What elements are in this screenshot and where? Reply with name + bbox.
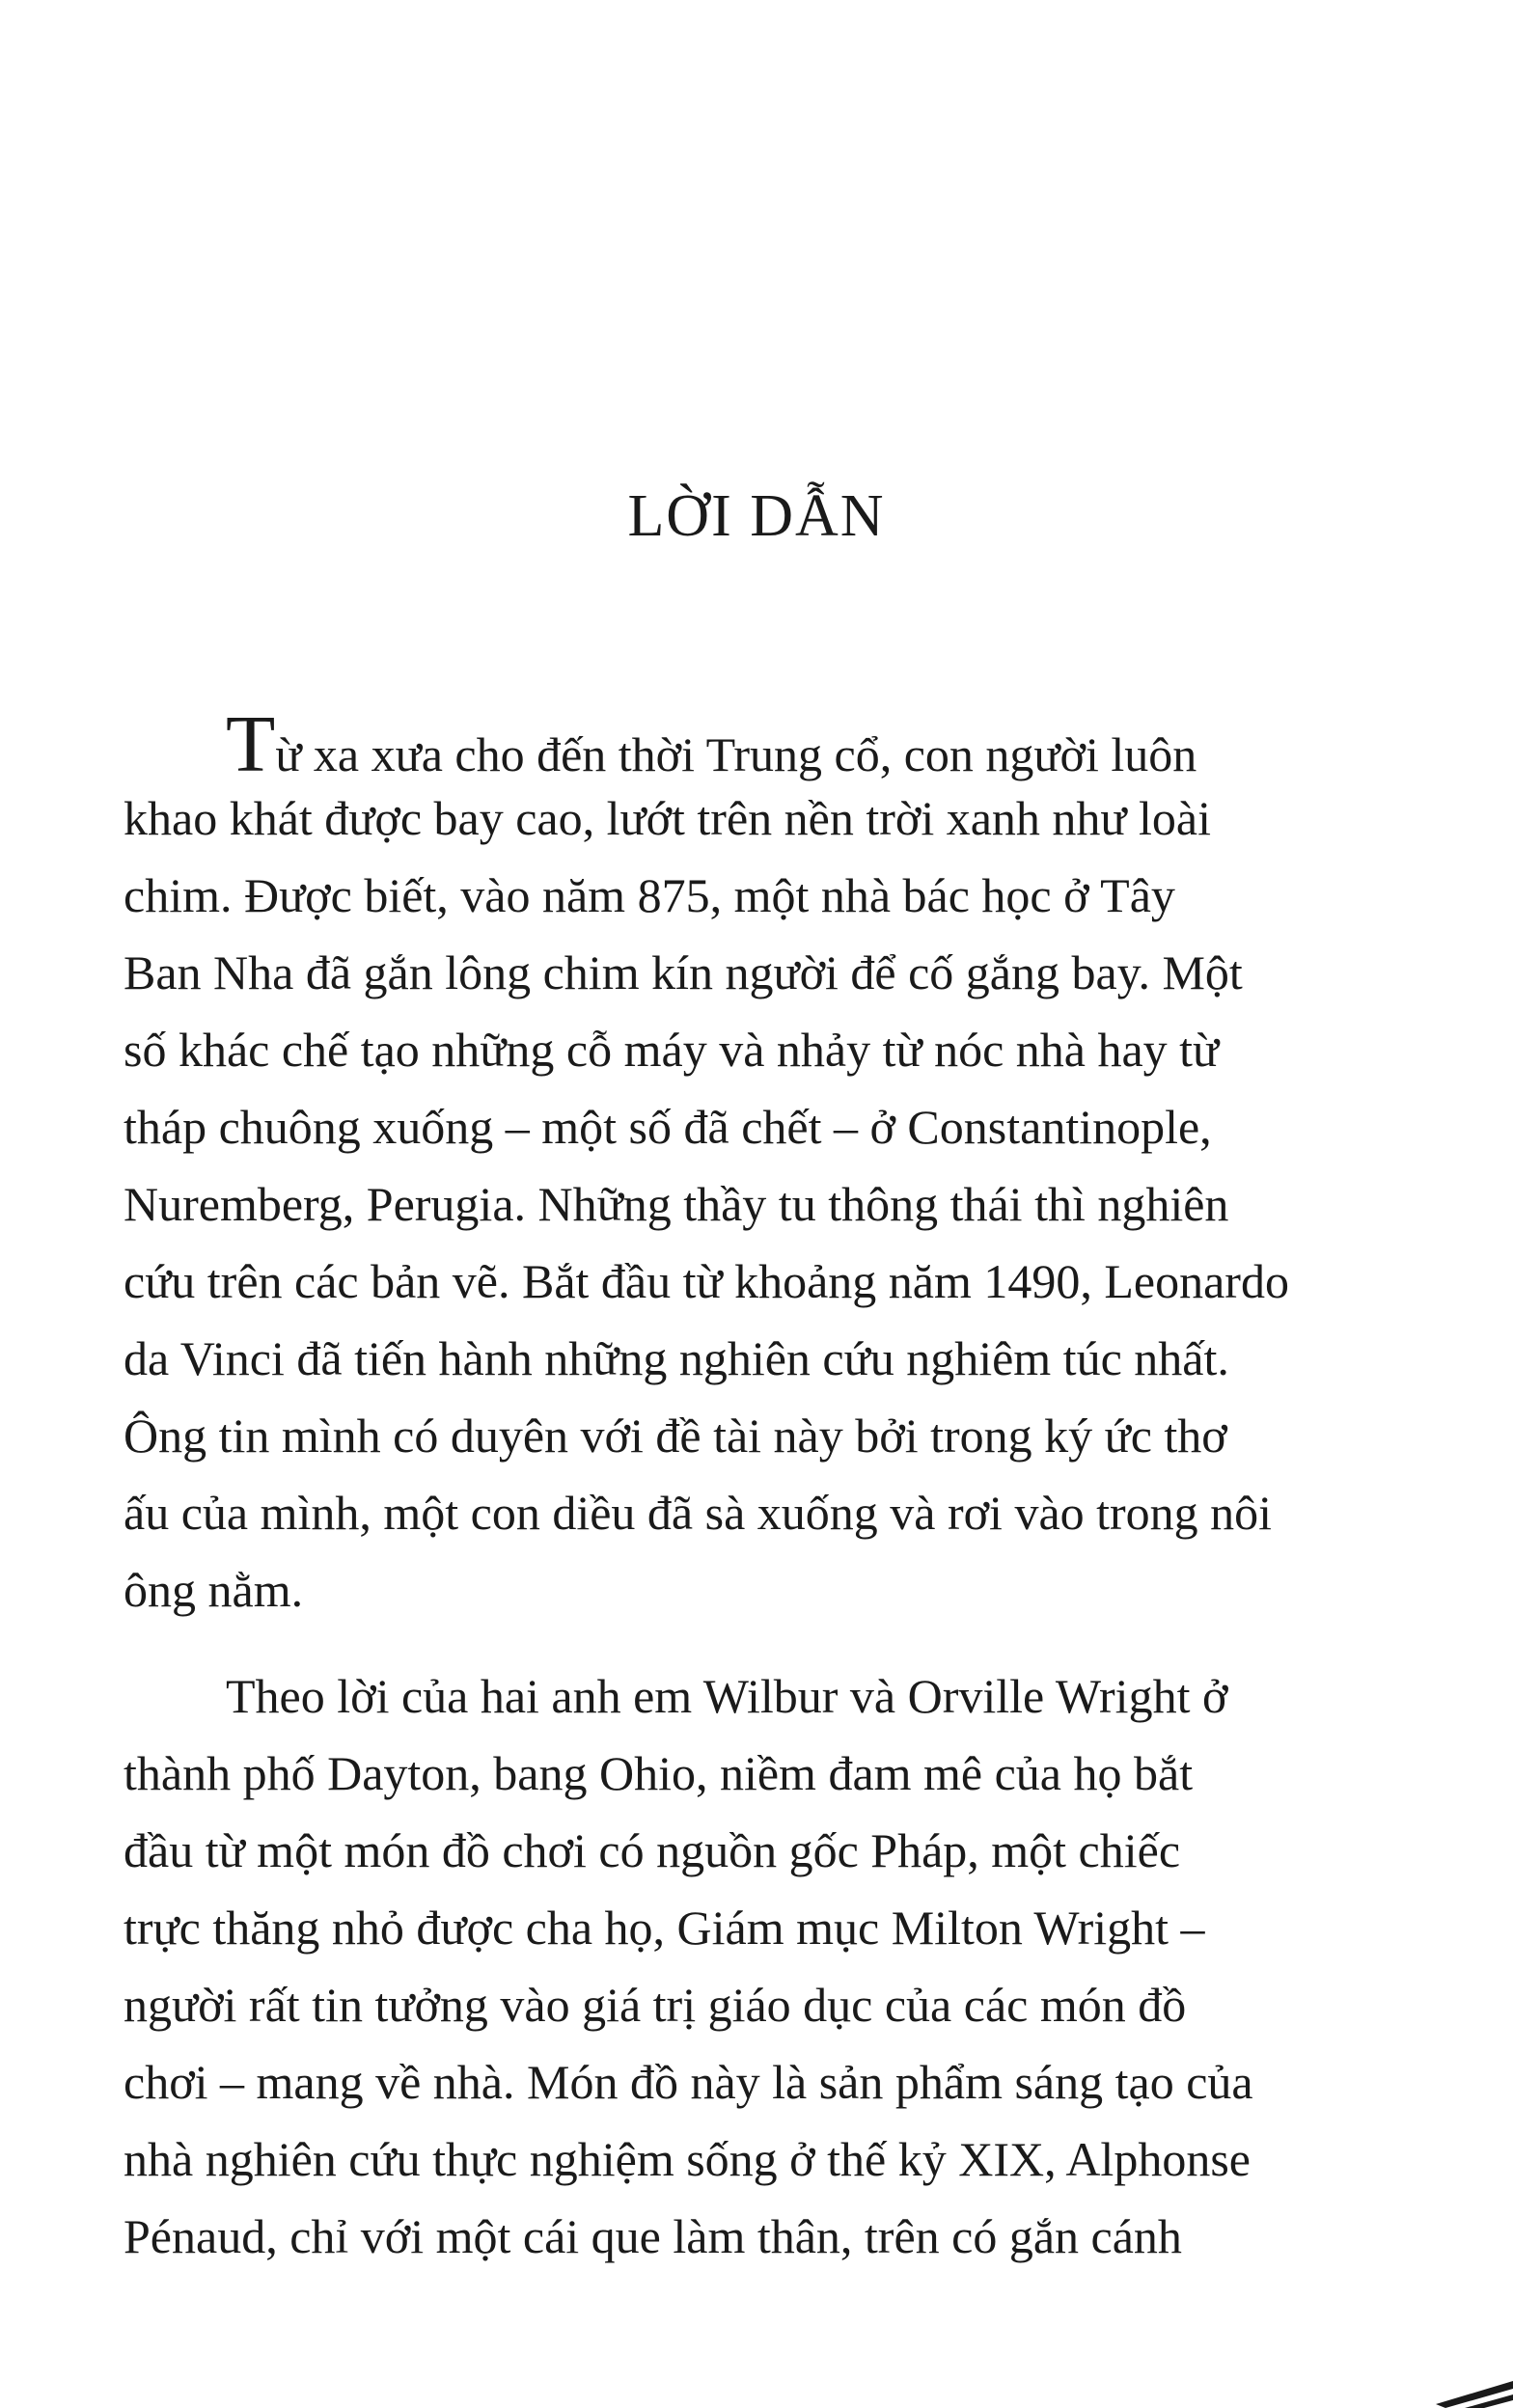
text-line: ông nằm. [124,1563,304,1617]
text-line: đầu từ một món đồ chơi có nguồn gốc Pháp, một chiếc [124,1823,1181,1877]
text-line: nhà nghiên cứu thực nghiệm sống ở thế kỷ XIX, Alphonse [124,2132,1251,2186]
text-line: Ban Nha đã gắn lông chim kín người để cố gắng bay. Một [124,945,1243,999]
text-line: Nuremberg, Perugia. Những thầy tu thông thái thì nghiên [124,1177,1229,1231]
text-line: cứu trên các bản vẽ. Bắt đầu từ khoảng năm 1490, Leonardo [124,1254,1289,1308]
text-line [226,699,1316,789]
text-line: thành phố Dayton, bang Ohio, niềm đam mê của họ bắt [124,1746,1194,1800]
text-line: khao khát được bay cao, lướt trên nền trời xanh như loài [124,791,1211,845]
text-line: Theo lời của hai anh em Wilbur và Orville Wright ở [226,1669,1228,1723]
text-line: Pénaud, chỉ với một cái que làm thân, trên có gắn cánh [124,2209,1182,2263]
text-line: tháp chuông xuống – một số đã chết – ở Constantinople, [124,1100,1212,1154]
line-text: ừ xa xưa cho đến thời Trung cổ, con người luôn [275,727,1197,781]
text-line: người rất tin tưởng vào giá trị giáo dục của các món đồ [124,1978,1187,2032]
text-line: ấu của mình, một con diều đã sà xuống và rơi vào trong nôi [124,1486,1273,1540]
text-line: chơi – mang về nhà. Món đồ này là sản phẩm sáng tạo của [124,2055,1253,2109]
text-line: số khác chế tạo những cỗ máy và nhảy từ nóc nhà hay từ [124,1023,1220,1077]
text-line: Ông tin mình có duyên với đề tài này bởi trong ký ức thơ [124,1409,1227,1463]
text-line: da Vinci đã tiến hành những nghiên cứu nghiêm túc nhất. [124,1331,1229,1385]
drop-cap: T [226,699,276,789]
chapter-heading: LỜI DẪN [627,483,886,549]
text-line: trực thăng nhỏ được cha họ, Giám mục Milton Wright – [124,1901,1205,1955]
page-edge-mark [1426,2375,1513,2408]
text-line: chim. Được biết, vào năm 875, một nhà bác học ở Tây [124,868,1175,922]
